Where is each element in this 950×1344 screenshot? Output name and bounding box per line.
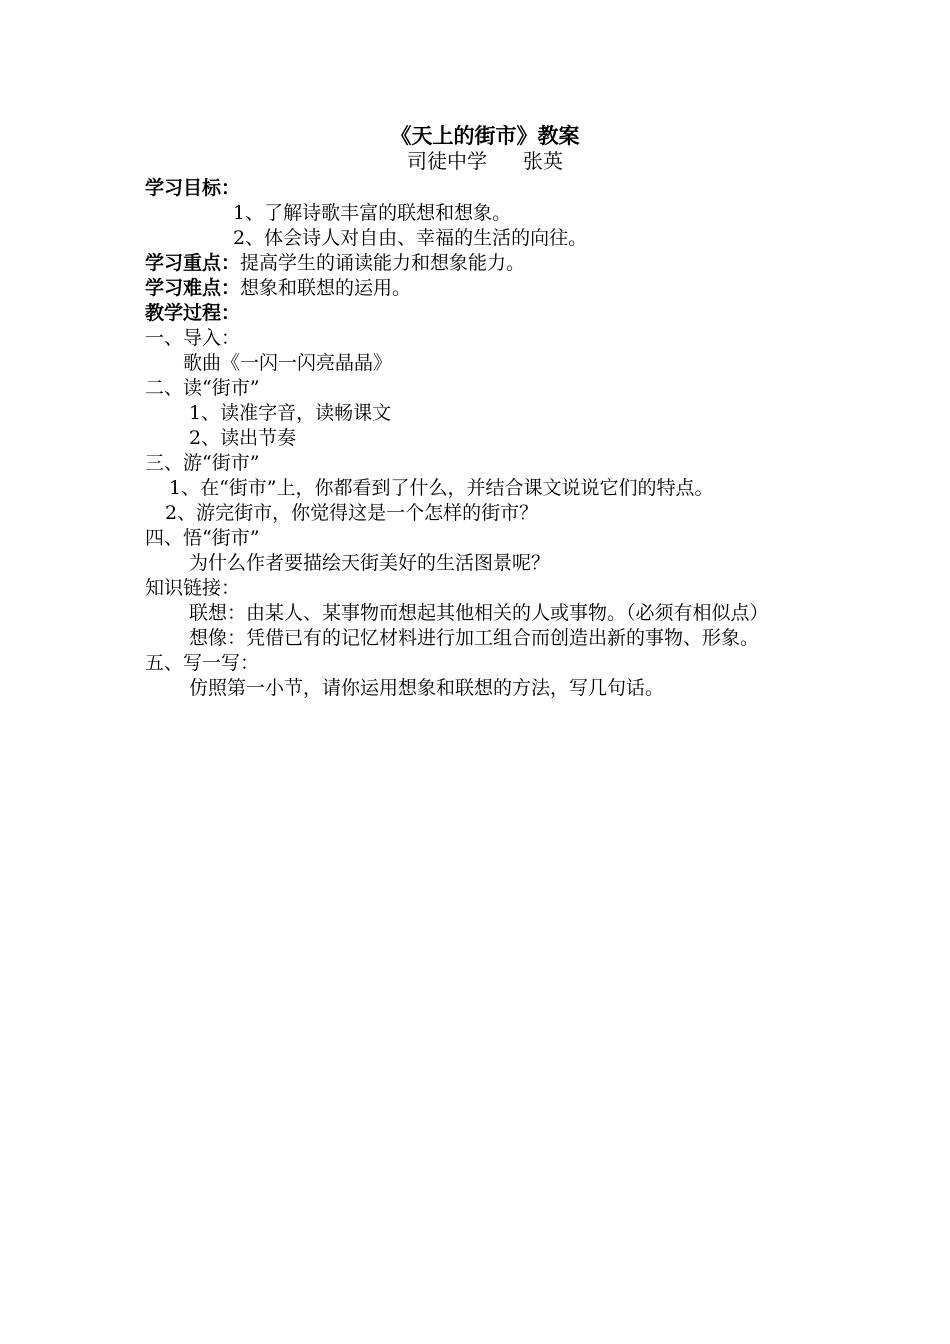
process-heading: 教学过程： [145, 302, 241, 324]
key-point [145, 251, 815, 276]
section-item: 2、读出节奏 [189, 427, 297, 449]
section-item: 为什么作者要描绘天街美好的生活图景呢？ [189, 552, 551, 574]
document-body [145, 122, 815, 701]
difficulty-label: 学习难点： [145, 277, 241, 299]
document-byline [145, 149, 815, 176]
author-name: 张英 [523, 149, 563, 173]
goal-item: 2、体会诗人对自由、幸福的生活的向往。 [233, 227, 588, 249]
goals-heading: 学习目标： [145, 177, 241, 199]
knowledge-imagination: 想像：凭借已有的记忆材料进行加工组合而创造出新的事物、形象。 [189, 627, 760, 649]
key-point-label: 学习重点： [145, 252, 241, 274]
section-item: 歌曲《一闪一闪亮晶晶》 [183, 352, 393, 374]
section-heading: 三、游“街市” [145, 452, 260, 474]
section-item: 仿照第一小节，请你运用想象和联想的方法，写几句话。 [189, 677, 665, 699]
difficulty-text: 想象和联想的运用。 [240, 277, 412, 299]
section-heading: 一、导入： [145, 327, 241, 349]
section-item: 1、读准字音，读畅课文 [189, 402, 392, 424]
school-name: 司徒中学 [407, 149, 487, 173]
difficulty [145, 276, 815, 301]
section-heading: 五、写一写： [145, 652, 260, 674]
goal-item: 1、了解诗歌丰富的联想和想象。 [233, 202, 512, 224]
knowledge-association: 联想：由某人、某事物而想起其他相关的人或事物。（必须有相似点） [189, 602, 769, 624]
knowledge-heading: 知识链接： [145, 577, 241, 599]
section-heading: 四、悟“街市” [145, 527, 260, 549]
document-title: 《天上的街市》教案 [390, 123, 580, 148]
section-item: 2、游完街市，你觉得这是一个怎样的街市？ [165, 502, 539, 524]
section-heading: 二、读“街市” [145, 377, 260, 399]
key-point-text: 提高学生的诵读能力和想象能力。 [240, 252, 526, 274]
section-item: 1、在“街市”上，你都看到了什么，并结合课文说说它们的特点。 [169, 477, 714, 499]
